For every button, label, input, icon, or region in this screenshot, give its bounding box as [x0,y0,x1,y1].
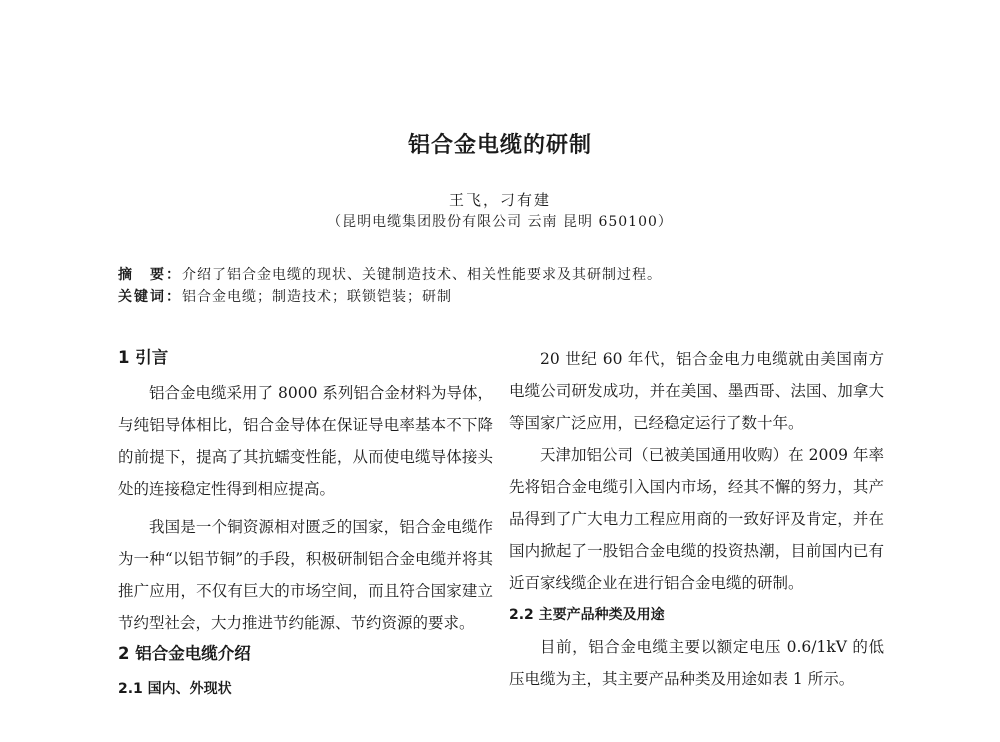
section-2-2-heading: 2.2 主要产品种类及用途 [509,607,665,623]
section-2-heading: 2 铝合金电缆介绍 [118,644,251,663]
intro-paragraph-1: 铝合金电缆采用了 8000 系列铝合金材料为导体，与纯铝导体相比，铝合金导体在保证导电率基本不下降的前提下，提高了其抗蠕变性能，从而使电缆导体接头处的连接稳定性得到相应提高。 [118,384,493,498]
paper-authors: 王飞，刁有建 [448,191,551,209]
keywords-text: 铝合金电缆；制造技术；联锁铠装；研制 [182,289,452,305]
abstract [118,264,662,284]
keywords [118,286,452,306]
section-1-heading: 1 引言 [118,348,169,367]
domestic-paragraph: 天津加铝公司（已被美国通用收购）在 2009 年率先将铝合金电缆引入国内市场，经其不懈的努力，其产品得到了广大电力工程应用商的一致好评及肯定，并在国内掀起了一股铝合金电缆的投资热潮，目前国内已有近百家线缆企业在进行铝合金电缆的研制。 [509,446,884,592]
left-column [118,343,493,705]
intro-paragraph-2: 我国是一个铜资源相对匮乏的国家，铝合金电缆作为一种“以铝节铜”的手段，积极研制铝合金电缆并将其推广应用，不仅有巨大的市场空间，而且符合国家建立节约型社会，大力推进节约能源、节约资源的要求。 [118,518,493,632]
right-column [509,343,884,695]
paper-affiliation: （昆明电缆集团股份有限公司 云南 昆明 650100） [327,214,673,230]
abstract-text: 介绍了铝合金电缆的现状、关键制造技术、相关性能要求及其研制过程。 [182,267,662,283]
keywords-label: 关键词： [118,289,182,305]
section-2-1-heading: 2.1 国内、外现状 [118,681,232,697]
abstract-label: 摘 要： [118,267,182,283]
products-paragraph: 目前，铝合金电缆主要以额定电压 0.6/1kV 的低压电缆为主，其主要产品种类及用途如表 1 所示。 [509,638,884,688]
paper-title: 铝合金电缆的研制 [407,133,592,158]
history-paragraph: 20 世纪 60 年代，铝合金电力电缆就由美国南方电缆公司研发成功，并在美国、墨西哥、法国、加拿大等国家广泛应用，已经稳定运行了数十年。 [509,350,884,432]
